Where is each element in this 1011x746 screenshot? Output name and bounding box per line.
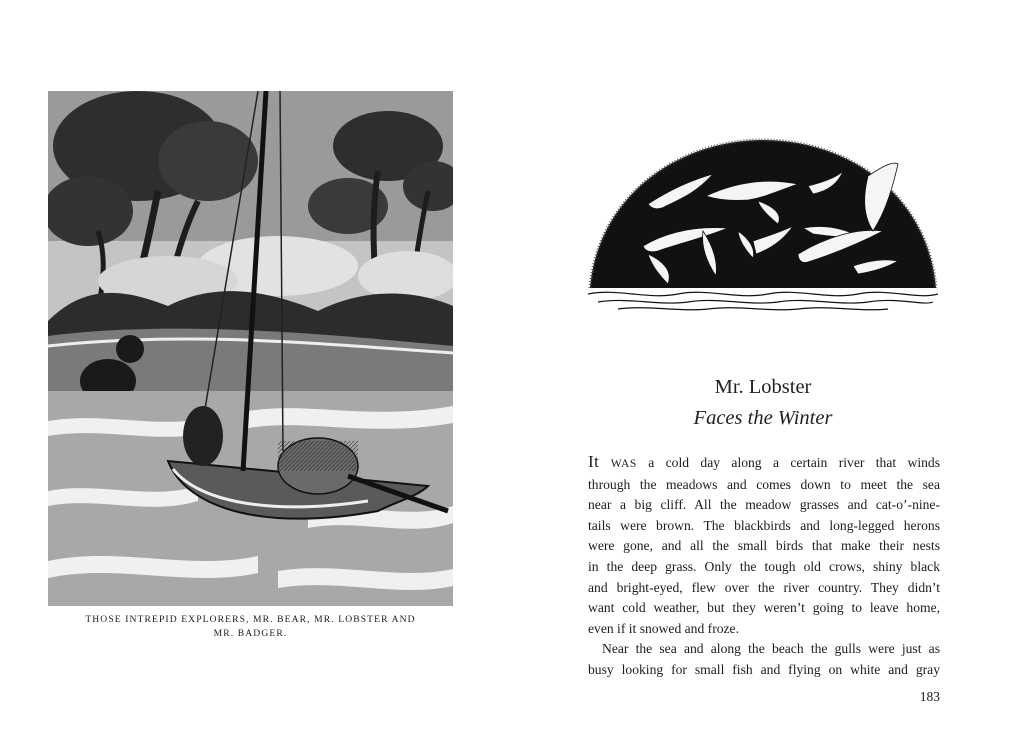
text-line: busy looking for small fish and flying on white and gray bbox=[588, 661, 940, 677]
text-line: want cold weather, but they weren’t going to leave home, bbox=[588, 600, 940, 616]
text-line-content: a cold day along a certain river that winds bbox=[636, 455, 940, 470]
text-line: Near the sea and along the beach the gulls were just as bbox=[602, 641, 940, 657]
illustration-drawing bbox=[48, 91, 453, 606]
chapter-title-line-1: Mr. Lobster bbox=[714, 376, 812, 398]
body-text bbox=[588, 452, 940, 681]
chapter-title-line-2: Faces the Winter bbox=[693, 407, 833, 429]
caption-line-2: MR. BADGER. bbox=[213, 628, 288, 639]
page-number: 183 bbox=[919, 689, 940, 704]
illustration-caption bbox=[48, 613, 453, 641]
gulls-drawing bbox=[588, 136, 938, 312]
text-line: through the meadows and comes down to meet the sea bbox=[588, 476, 940, 492]
text-line: were gone, and all the small birds that make their nests bbox=[588, 538, 940, 554]
text-line: in the deep grass. Only the tough old crows, shiny black bbox=[588, 558, 940, 574]
paragraph-1 bbox=[588, 452, 940, 639]
text-line: even if it snowed and froze. bbox=[588, 620, 739, 636]
text-line: and bright-eyed, flew over the river country. They didn’t bbox=[588, 579, 940, 595]
caption-line-1: THOSE INTREPID EXPLORERS, MR. BEAR, MR. LOBSTER AND bbox=[85, 614, 416, 625]
chapter-title bbox=[588, 372, 938, 434]
text-line: tails were brown. The blackbirds and long-legged herons bbox=[588, 517, 940, 533]
drop-cap: It bbox=[588, 452, 600, 471]
text-line bbox=[588, 452, 940, 475]
gulls-vignette bbox=[588, 136, 938, 312]
waves bbox=[588, 292, 938, 310]
text-line: near a big cliff. All the meadow grasses and cat-o’-nine- bbox=[588, 497, 940, 513]
small-caps-word: WAS bbox=[610, 458, 637, 470]
paragraph-2 bbox=[588, 639, 940, 680]
illustration-explorers bbox=[48, 91, 453, 606]
